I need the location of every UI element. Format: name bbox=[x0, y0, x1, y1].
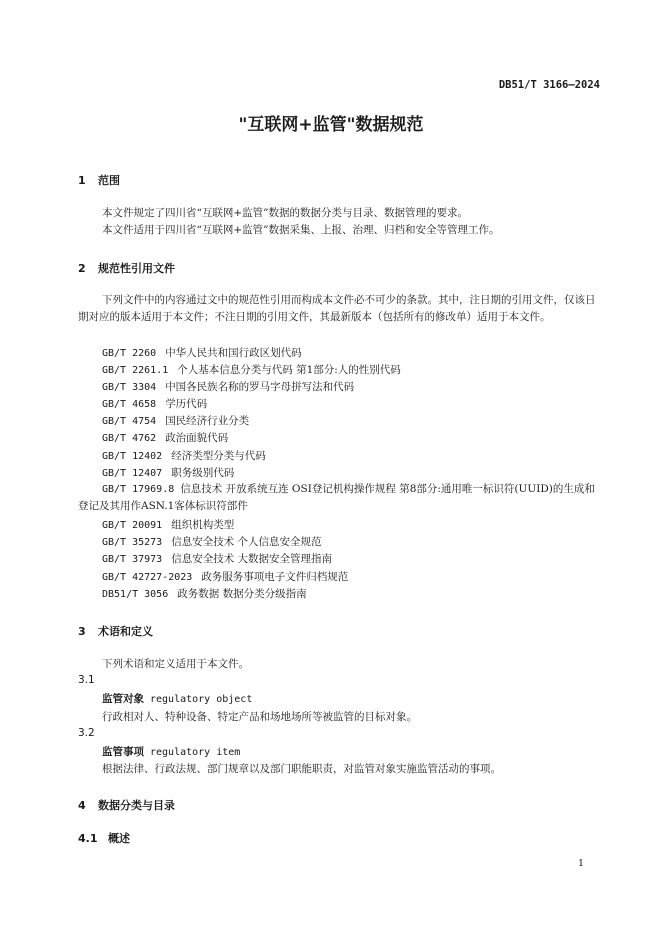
reference-item bbox=[102, 379, 354, 394]
section-number: 1 bbox=[78, 174, 86, 187]
reference-code: GB/T 4762 bbox=[102, 433, 157, 444]
reference-code: GB/T 20091 bbox=[102, 520, 163, 531]
reference-item bbox=[78, 481, 600, 515]
reference-title: 经济类型分类与代码 bbox=[171, 450, 266, 462]
section-title: 范围 bbox=[98, 174, 120, 187]
term-name-en: regulatory object bbox=[150, 694, 253, 705]
paragraph: 本文件适用于四川省“互联网+监管”数据采集、上报、治理、归档和安全等管理工作。 bbox=[102, 224, 500, 236]
section-number: 3 bbox=[78, 625, 86, 638]
section-4-heading bbox=[78, 797, 175, 813]
term-number: 3.1 bbox=[78, 674, 95, 686]
reference-code: GB/T 35273 bbox=[102, 537, 163, 548]
standard-code: DB51/T 3166—2024 bbox=[498, 79, 600, 91]
reference-code: GB/T 12407 bbox=[102, 468, 163, 479]
reference-item bbox=[102, 517, 234, 532]
reference-title: 学历代码 bbox=[165, 398, 208, 410]
subsection-title: 概述 bbox=[108, 832, 130, 845]
reference-code: GB/T 2261.1 bbox=[102, 365, 169, 376]
term-number: 3.2 bbox=[78, 727, 95, 739]
term-name-zh: 监管对象 bbox=[102, 693, 144, 705]
page-number: 1 bbox=[577, 858, 584, 869]
reference-item bbox=[102, 430, 228, 445]
term-name bbox=[102, 691, 252, 706]
reference-title: 政务服务事项电子文件归档规范 bbox=[201, 571, 349, 583]
section-2-heading bbox=[78, 260, 175, 276]
reference-title: 信息安全技术 个人信息安全规范 bbox=[171, 536, 322, 548]
section-1-heading bbox=[78, 172, 120, 188]
reference-item bbox=[102, 396, 207, 411]
document-title: "互联网+监管"数据规范 bbox=[238, 115, 424, 135]
reference-item bbox=[102, 345, 302, 360]
reference-item bbox=[102, 534, 322, 549]
section-title: 数据分类与目录 bbox=[98, 799, 175, 812]
paragraph: 下列术语和定义适用于本文件。 bbox=[102, 658, 249, 670]
section-title: 规范性引用文件 bbox=[98, 262, 175, 275]
section-3-heading bbox=[78, 623, 153, 639]
reference-code: GB/T 2260 bbox=[102, 348, 157, 359]
term-name-en: regulatory item bbox=[150, 747, 241, 758]
reference-item bbox=[102, 465, 234, 480]
term-name bbox=[102, 744, 240, 759]
section-title: 术语和定义 bbox=[98, 625, 153, 638]
section-number: 2 bbox=[78, 262, 86, 275]
reference-title: 中华人民共和国行政区划代码 bbox=[165, 347, 302, 359]
reference-title: 个人基本信息分类与代码 第1部分:人的性别代码 bbox=[177, 364, 401, 376]
reference-item bbox=[102, 551, 332, 566]
subsection-4-1-heading bbox=[78, 830, 130, 846]
reference-code: GB/T 4658 bbox=[102, 399, 157, 410]
section-number: 4 bbox=[78, 799, 86, 812]
reference-item bbox=[102, 448, 266, 463]
reference-code: GB/T 42727-2023 bbox=[102, 572, 193, 583]
reference-item bbox=[102, 569, 348, 584]
term-name-zh: 监管事项 bbox=[102, 746, 144, 758]
reference-code: GB/T 3304 bbox=[102, 382, 157, 393]
reference-item bbox=[102, 413, 249, 428]
reference-code: GB/T 37973 bbox=[102, 554, 163, 565]
reference-item bbox=[102, 586, 307, 601]
reference-code: GB/T 12402 bbox=[102, 451, 163, 462]
reference-title: 国民经济行业分类 bbox=[165, 415, 250, 427]
subsection-number: 4.1 bbox=[78, 832, 98, 845]
reference-code: GB/T 4754 bbox=[102, 416, 157, 427]
reference-title: 信息安全技术 大数据安全管理指南 bbox=[171, 553, 333, 565]
reference-title: 组织机构类型 bbox=[171, 519, 235, 531]
reference-title: 政治面貌代码 bbox=[165, 432, 229, 444]
term-definition: 根据法律、行政法规、部门规章以及部门职能职责，对监管对象实施监管活动的事项。 bbox=[102, 763, 501, 775]
reference-title: 信息技术 开放系统互连 OSI登记机构操作规程 第8部分:通用唯一标识符(UUID)的生成和登记及其用作ASN.1客体标识符部件 bbox=[78, 483, 595, 512]
reference-title: 政务数据 数据分类分级指南 bbox=[177, 588, 307, 600]
paragraph: 本文件规定了四川省“互联网+监管”数据的数据分类与目录、数据管理的要求。 bbox=[102, 207, 469, 219]
reference-title: 中国各民族名称的罗马字母拼写法和代码 bbox=[165, 381, 355, 393]
reference-code: DB51/T 3056 bbox=[102, 589, 169, 600]
reference-code: GB/T 17969.8 bbox=[102, 484, 175, 495]
reference-item bbox=[102, 362, 401, 377]
term-definition: 行政相对人、特种设备、特定产品和场地场所等被监管的目标对象。 bbox=[102, 711, 417, 723]
reference-title: 职务级别代码 bbox=[171, 467, 235, 479]
paragraph: 下列文件中的内容通过文中的规范性引用而构成本文件必不可少的条款。其中，注日期的引用文件，仅该日期对应的版本适用于本文件；不注日期的引用文件，其最新版本（包括所有的修改单）适用于本文件。 bbox=[78, 294, 596, 323]
